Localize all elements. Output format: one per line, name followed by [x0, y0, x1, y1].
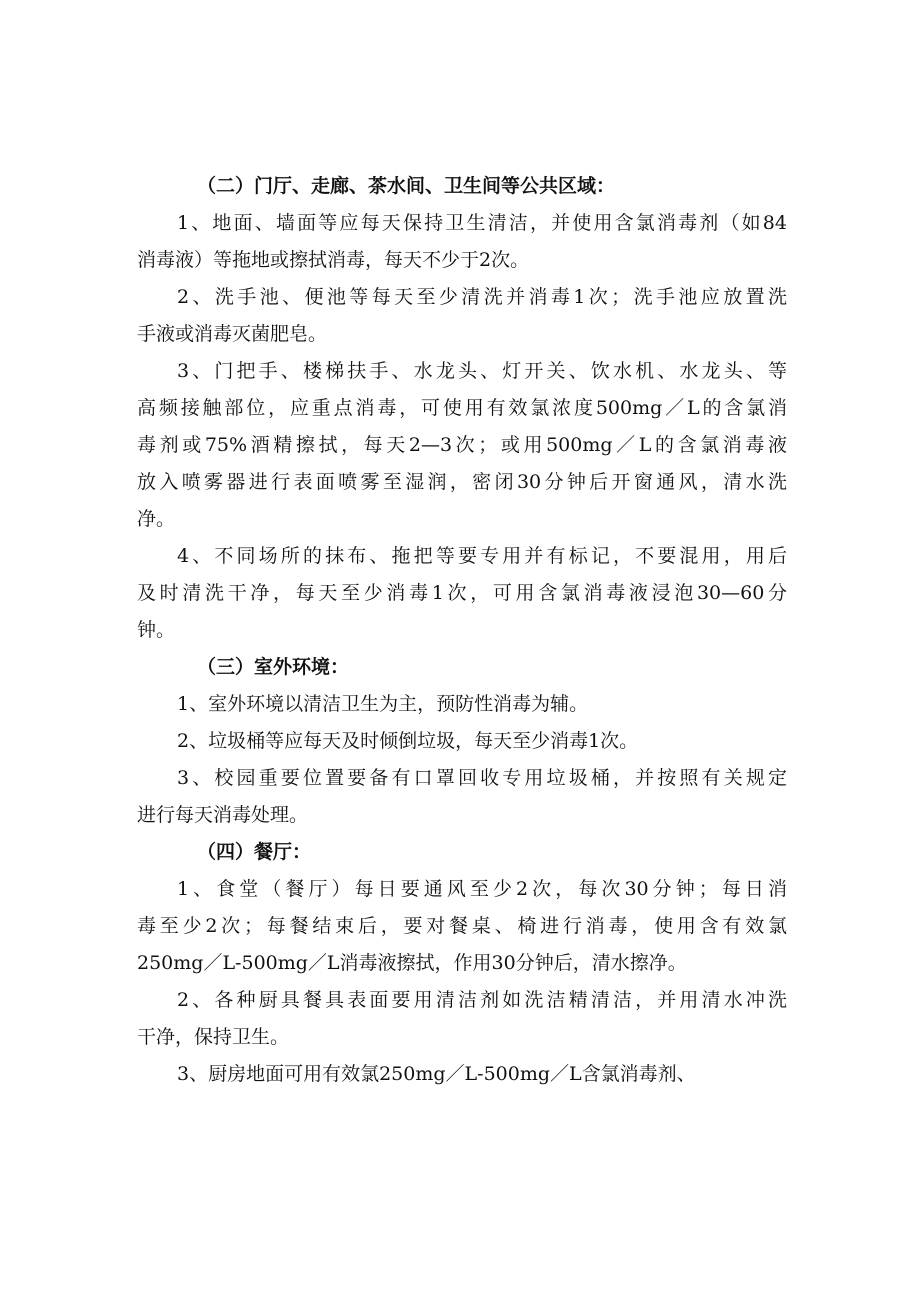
paragraph-line: 2、垃圾桶等应每天及时倾倒垃圾，每天至少消毒1次。 [177, 730, 639, 752]
paragraph-line: 毒至少2次；每餐结束后，要对餐桌、椅进行消毒，使用含有效氯 [137, 915, 787, 937]
paragraph-line: 高频接触部位，应重点消毒，可使用有效氯浓度500mg／L的含氯消 [137, 397, 787, 419]
paragraph-line: 及时清洗干净，每天至少消毒1次，可用含氯消毒液浸泡30—60分 [137, 582, 787, 604]
paragraph-mask-bins [137, 760, 787, 834]
paragraph-line: 净。 [137, 508, 176, 530]
paragraph-line: 放入喷雾器进行表面喷雾至湿润，密闭30分钟后开窗通风，清水洗 [137, 471, 787, 493]
paragraph-line: 250mg／L-500mg／L消毒液擦拭，作用30分钟后，清水擦净。 [137, 952, 687, 974]
section-heading-public-areas: （二）门厅、走廊、茶水间、卫生间等公共区域： [197, 175, 616, 197]
paragraph-line: 2、各种厨具餐具表面要用清洁剂如洗洁精清洁，并用清水冲洗 [177, 989, 787, 1011]
paragraph-line: 手液或消毒灭菌肥皂。 [137, 323, 328, 345]
paragraph-line: 钟。 [137, 619, 176, 641]
paragraph-cleaning-tools [137, 538, 787, 649]
paragraph-line: 3、校园重要位置要备有口罩回收专用垃圾桶，并按照有关规定 [177, 767, 787, 789]
paragraph-line: 1、食堂（餐厅）每日要通风至少2次，每次30分钟；每日消 [177, 878, 787, 900]
paragraph-trash-bins [137, 723, 787, 760]
paragraph-canteen-ventilation [137, 871, 787, 982]
paragraph-line: 4、不同场所的抹布、拖把等要专用并有标记，不要混用，用后 [177, 545, 787, 567]
paragraph-utensils [137, 982, 787, 1056]
paragraph-floor-wall [137, 205, 787, 279]
document-body [137, 168, 787, 1093]
paragraph-line: 进行每天消毒处理。 [137, 804, 309, 826]
paragraph-sinks [137, 279, 787, 353]
paragraph-line: 干净，保持卫生。 [137, 1026, 290, 1048]
paragraph-line: 毒剂或75%酒精擦拭，每天2—3次；或用500mg／L的含氯消毒液 [137, 434, 787, 456]
paragraph-line: 2、洗手池、便池等每天至少清洗并消毒1次；洗手池应放置洗 [177, 286, 787, 308]
section-heading-dining-hall: （四）餐厅： [197, 841, 312, 863]
paragraph-kitchen-floor [137, 1056, 787, 1093]
paragraph-line: 3、厨房地面可用有效氯250mg／L-500mg／L含氯消毒剂、 [177, 1063, 696, 1085]
section-heading-outdoor: （三）室外环境： [197, 656, 350, 678]
paragraph-line: 3、门把手、楼梯扶手、水龙头、灯开关、饮水机、水龙头、等 [177, 360, 787, 382]
paragraph-line: 消毒液）等拖地或擦拭消毒，每天不少于2次。 [137, 249, 530, 271]
paragraph-line: 1、室外环境以清洁卫生为主，预防性消毒为辅。 [177, 693, 589, 715]
paragraph-high-touch [137, 353, 787, 538]
paragraph-outdoor-cleaning [137, 686, 787, 723]
paragraph-line: 1、地面、墙面等应每天保持卫生清洁，并使用含氯消毒剂（如84 [177, 212, 787, 234]
